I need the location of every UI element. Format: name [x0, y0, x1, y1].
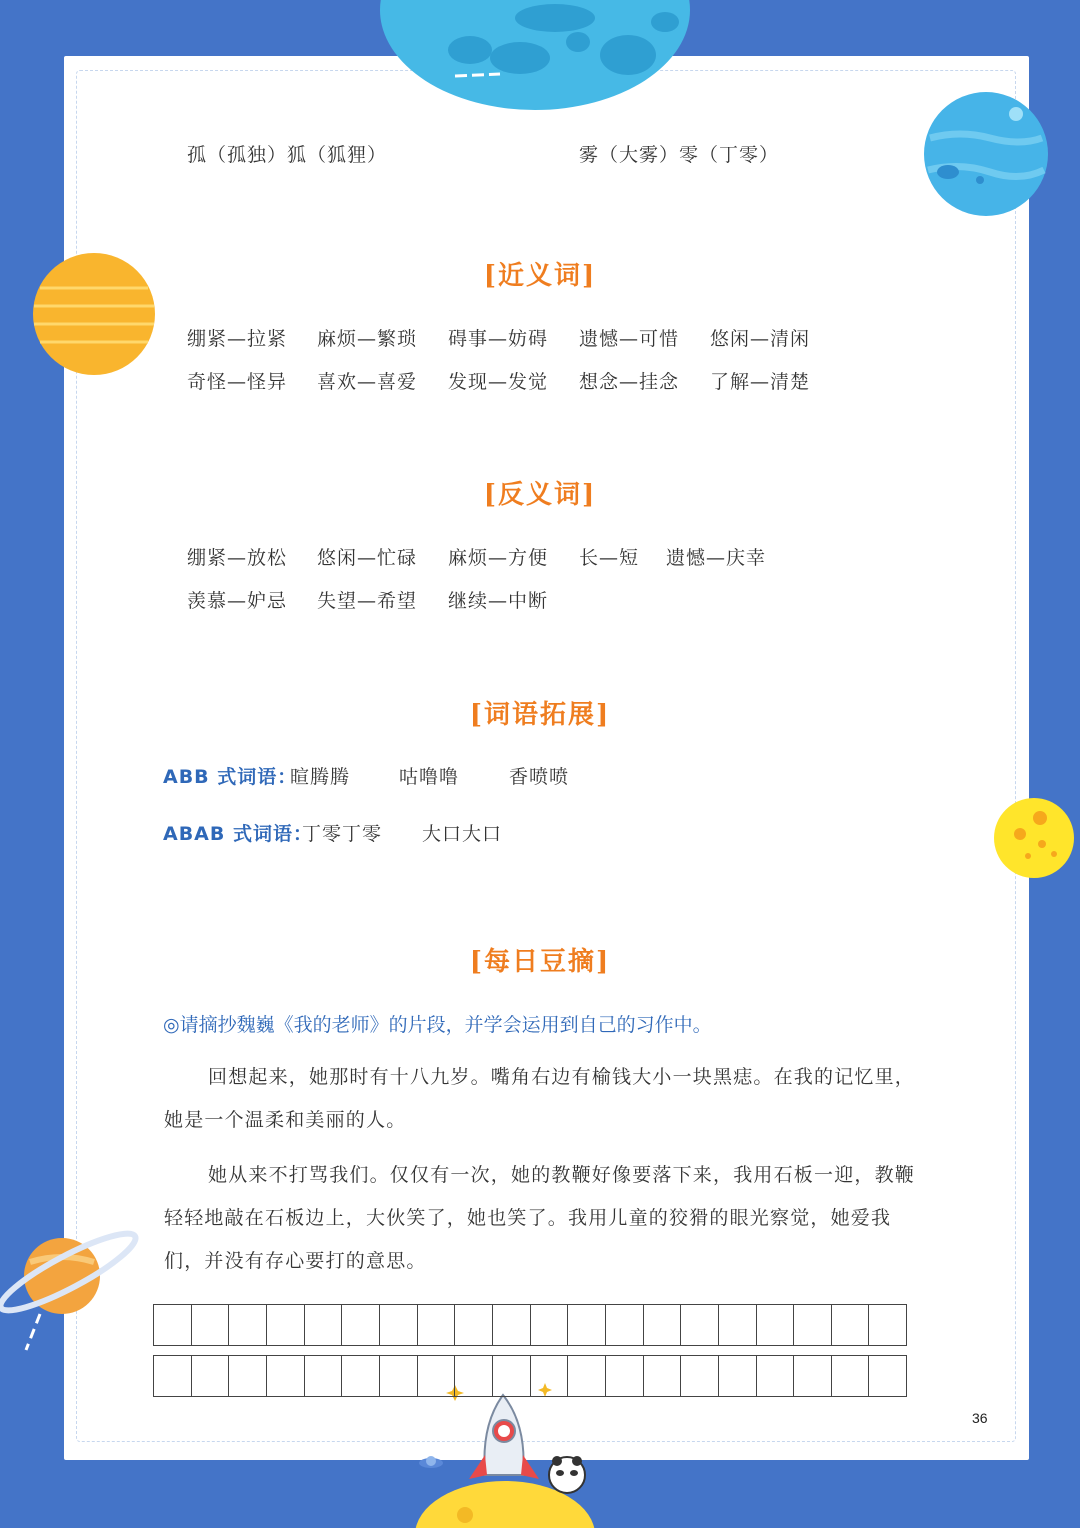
synonym-item: 遗憾—可惜 [579, 328, 680, 350]
synonym-item: 发现—发觉 [448, 371, 549, 393]
writing-grid-cell[interactable] [342, 1305, 380, 1345]
writing-grid-cell[interactable] [757, 1305, 795, 1345]
antonym-item: 麻烦—方便 [448, 547, 549, 569]
writing-grid-cell[interactable] [719, 1305, 757, 1345]
antonyms-heading: [反义词] [483, 480, 597, 510]
blue-planet-illustration [920, 88, 1052, 220]
writing-grid-cell[interactable] [455, 1356, 493, 1396]
writing-grid-row[interactable] [153, 1355, 907, 1397]
writing-grid-cell[interactable] [418, 1356, 456, 1396]
ringed-planet-illustration [0, 1222, 150, 1362]
synonym-item: 想念—挂念 [579, 371, 680, 393]
writing-grid-cell[interactable] [644, 1305, 682, 1345]
antonym-item: 继续—中断 [448, 590, 549, 612]
writing-grid-cell[interactable] [305, 1305, 343, 1345]
writing-grid-cell[interactable] [192, 1356, 230, 1396]
writing-grid-cell[interactable] [154, 1305, 192, 1345]
abab-label: ABAB 式词语： [163, 823, 313, 845]
writing-grid-cell[interactable] [154, 1356, 192, 1396]
writing-grid-cell[interactable] [493, 1356, 531, 1396]
yellow-moon-illustration [992, 796, 1076, 880]
writing-grid-cell[interactable] [681, 1305, 719, 1345]
writing-grid-cell[interactable] [869, 1305, 906, 1345]
writing-grid-cell[interactable] [832, 1356, 870, 1396]
abb-word: 咕噜噜 [399, 766, 460, 788]
writing-grid-cell[interactable] [644, 1356, 682, 1396]
writing-grid-cell[interactable] [531, 1356, 569, 1396]
writing-grid-cell[interactable] [568, 1305, 606, 1345]
abb-word: 香喷喷 [509, 766, 570, 788]
abab-word: 大口大口 [422, 823, 503, 845]
synonym-item: 绷紧—拉紧 [187, 328, 288, 350]
writing-grid-cell[interactable] [380, 1356, 418, 1396]
writing-grid-cell[interactable] [418, 1305, 456, 1345]
synonym-item: 奇怪—怪异 [187, 371, 288, 393]
antonym-item: 失望—希望 [317, 590, 418, 612]
excerpt-paragraph-2: 她从来不打骂我们。仅仅有一次，她的教鞭好像要落下来，我用石板一迎，教鞭轻轻地敲在石板边上，大伙笑了，她也笑了。我用儿童的狡猾的眼光察觉，她爱我们，并没有存心要打的意思。 [164, 1164, 916, 1272]
abab-word: 丁零丁零 [302, 823, 383, 845]
writing-grid-cell[interactable] [757, 1356, 795, 1396]
writing-grid-cell[interactable] [606, 1356, 644, 1396]
writing-grid-cell[interactable] [305, 1356, 343, 1396]
writing-grid-cell[interactable] [342, 1356, 380, 1396]
abb-label: ABB 式词语： [163, 766, 298, 788]
writing-grid-cell[interactable] [267, 1305, 305, 1345]
excerpt-instruction: ◎请摘抄魏巍《我的老师》的片段，并学会运用到自己的习作中。 [163, 1014, 712, 1036]
rocket-panda-illustration [405, 1375, 625, 1528]
moon-planet-illustration [370, 0, 700, 112]
antonym-item: 羡慕—妒忌 [187, 590, 288, 612]
antonym-item: 长—短 [579, 547, 640, 569]
writing-grid-row[interactable] [153, 1304, 907, 1346]
page-number: 36 [972, 1410, 988, 1426]
writing-grid-cell[interactable] [794, 1356, 832, 1396]
writing-grid-cell[interactable] [681, 1356, 719, 1396]
synonym-item: 碍事—妨碍 [448, 328, 549, 350]
writing-grid-cell[interactable] [794, 1305, 832, 1345]
antonym-item: 遗憾—庆幸 [666, 547, 767, 569]
writing-grid-cell[interactable] [719, 1356, 757, 1396]
writing-grid-cell[interactable] [531, 1305, 569, 1345]
synonym-item: 了解—清楚 [710, 371, 811, 393]
writing-grid-cell[interactable] [229, 1305, 267, 1345]
daily-excerpt-heading: [每日豆摘] [469, 947, 611, 977]
excerpt-paragraph-1: 回想起来，她那时有十八九岁。嘴角右边有榆钱大小一块黑痣。在我的记忆里，她是一个温柔和美丽的人。 [164, 1066, 916, 1131]
writing-grid-cell[interactable] [229, 1356, 267, 1396]
writing-grid-cell[interactable] [267, 1356, 305, 1396]
synonym-item: 喜欢—喜爱 [317, 371, 418, 393]
antonym-item: 绷紧—放松 [187, 547, 288, 569]
antonym-item: 悠闲—忙碌 [317, 547, 418, 569]
top-right-word-pair: 雾（大雾）零（丁零） [579, 144, 780, 166]
synonyms-heading: [近义词] [483, 261, 597, 291]
synonym-item: 麻烦—繁琐 [317, 328, 418, 350]
writing-grid-cell[interactable] [832, 1305, 870, 1345]
synonym-item: 悠闲—清闲 [710, 328, 811, 350]
writing-grid-cell[interactable] [455, 1305, 493, 1345]
top-left-word-pair: 孤（孤独）狐（狐狸） [187, 144, 388, 166]
writing-grid-cell[interactable] [380, 1305, 418, 1345]
writing-grid-cell[interactable] [493, 1305, 531, 1345]
writing-grid-cell[interactable] [869, 1356, 906, 1396]
writing-grid-cell[interactable] [192, 1305, 230, 1345]
writing-grid-cell[interactable] [606, 1305, 644, 1345]
word-expansion-heading: [词语拓展] [469, 700, 611, 730]
abb-word: 暄腾腾 [290, 766, 351, 788]
writing-grid-cell[interactable] [568, 1356, 606, 1396]
